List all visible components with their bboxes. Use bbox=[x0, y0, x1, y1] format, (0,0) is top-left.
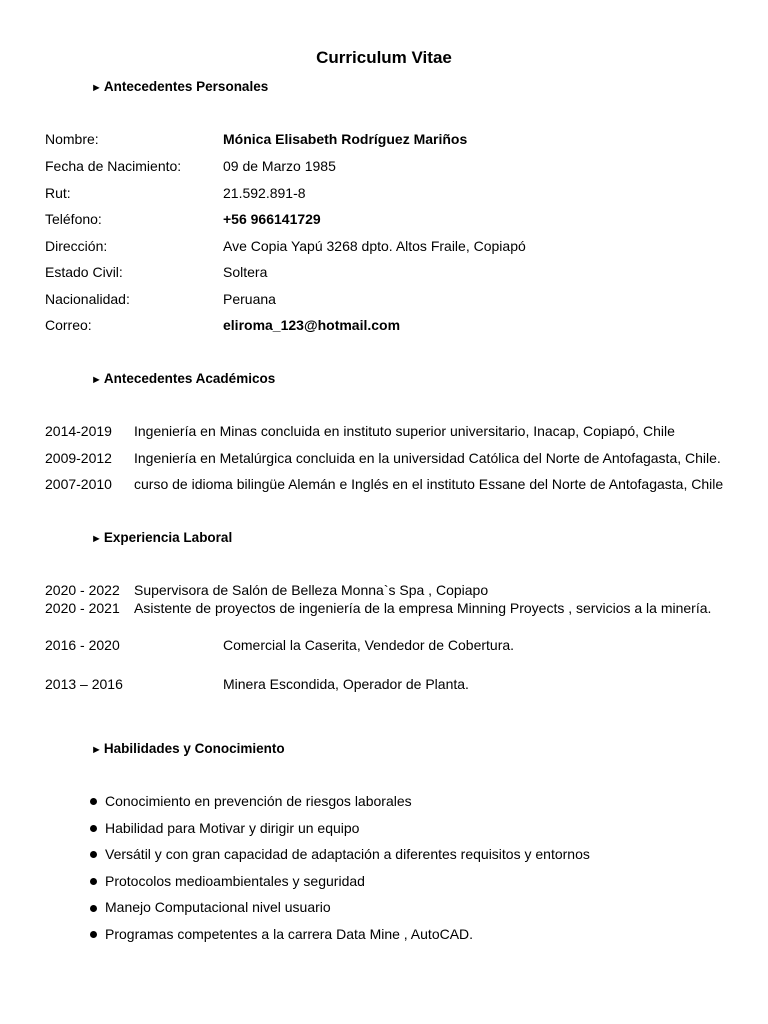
skills-list bbox=[90, 793, 590, 953]
personal-label-name: Nombre: bbox=[45, 131, 99, 147]
triangle-bullet-icon: ► bbox=[91, 82, 102, 94]
experience-years: 2020 - 2021 bbox=[45, 600, 120, 616]
bullet-dot-icon bbox=[90, 798, 97, 805]
skill-text: Conocimiento en prevención de riesgos laborales bbox=[105, 793, 412, 809]
list-item bbox=[90, 820, 590, 847]
personal-label-civil-status: Estado Civil: bbox=[45, 264, 123, 280]
personal-value-birthdate: 09 de Marzo 1985 bbox=[223, 158, 336, 174]
academic-years: 2009-2012 bbox=[45, 450, 112, 466]
section-heading-label: Antecedentes Académicos bbox=[103, 371, 276, 386]
personal-value-address: Ave Copia Yapú 3268 dpto. Altos Fraile, Copiapó bbox=[223, 238, 526, 254]
section-heading-label: Habilidades y Conocimiento bbox=[103, 741, 285, 756]
personal-value-civil-status: Soltera bbox=[223, 264, 268, 280]
personal-label-address: Dirección: bbox=[45, 238, 108, 254]
skill-text: Versátil y con gran capacidad de adaptación a diferentes requisitos y entornos bbox=[105, 846, 590, 863]
experience-description: Asistente de proyectos de ingeniería de la empresa Minning Proyects , servicios a la minería. bbox=[134, 600, 712, 616]
skill-text: Protocolos medioambientales y seguridad bbox=[105, 872, 365, 889]
personal-value-nationality: Peruana bbox=[223, 291, 276, 307]
experience-years: 2013 – 2016 bbox=[45, 676, 123, 692]
experience-years: 2020 - 2022 bbox=[45, 582, 120, 598]
personal-label-birthdate: Fecha de Nacimiento: bbox=[45, 158, 182, 174]
bullet-dot-icon bbox=[90, 851, 97, 858]
list-item bbox=[90, 873, 590, 900]
academic-description: Ingeniería en Minas concluida en instituto superior universitario, Inacap, Copiapó, Chile bbox=[134, 423, 675, 439]
section-heading-experience bbox=[91, 529, 232, 548]
triangle-bullet-icon: ► bbox=[91, 533, 102, 545]
list-item bbox=[90, 899, 590, 926]
academic-description: Ingeniería en Metalúrgica concluida en la universidad Católica del Norte de Antofagasta, Chile. bbox=[134, 450, 721, 466]
personal-value-name: Mónica Elisabeth Rodríguez Mariños bbox=[223, 131, 468, 147]
personal-label-email: Correo: bbox=[45, 317, 92, 333]
experience-description: Supervisora de Salón de Belleza Monna`s Spa , Copiapo bbox=[134, 582, 489, 598]
academic-years: 2014-2019 bbox=[45, 423, 112, 439]
academic-years: 2007-2010 bbox=[45, 476, 112, 492]
experience-description: Comercial la Caserita, Vendedor de Cobertura. bbox=[223, 637, 515, 653]
section-heading-label: Antecedentes Personales bbox=[103, 79, 269, 94]
skill-text: Programas competentes a la carrera Data Mine , AutoCAD. bbox=[105, 925, 474, 942]
personal-label-nationality: Nacionalidad: bbox=[45, 291, 130, 307]
bullet-dot-icon bbox=[90, 878, 97, 885]
list-item bbox=[90, 926, 590, 953]
personal-value-rut: 21.592.891-8 bbox=[223, 185, 306, 201]
triangle-bullet-icon: ► bbox=[91, 744, 102, 756]
section-heading-label: Experiencia Laboral bbox=[103, 530, 233, 545]
document-title: Curriculum Vitae bbox=[316, 48, 452, 67]
bullet-dot-icon bbox=[90, 905, 97, 912]
section-heading-personal bbox=[91, 78, 268, 97]
list-item bbox=[90, 793, 590, 820]
academic-description: curso de idioma bilingüe Alemán e Inglés en el instituto Essane del Norte de Antofagasta, Chile bbox=[134, 476, 724, 492]
triangle-bullet-icon: ► bbox=[91, 374, 102, 386]
experience-years: 2016 - 2020 bbox=[45, 637, 120, 653]
experience-description: Minera Escondida, Operador de Planta. bbox=[223, 676, 469, 692]
personal-value-email: eliroma_123@hotmail.com bbox=[223, 317, 401, 333]
skill-text: Habilidad para Motivar y dirigir un equipo bbox=[105, 819, 360, 836]
list-item bbox=[90, 846, 590, 873]
bullet-dot-icon bbox=[90, 825, 97, 832]
personal-label-phone: Teléfono: bbox=[45, 211, 102, 227]
personal-label-rut: Rut: bbox=[45, 185, 71, 201]
section-heading-academic bbox=[91, 370, 275, 389]
bullet-dot-icon bbox=[90, 931, 97, 938]
personal-value-phone: +56 966141729 bbox=[223, 211, 321, 227]
section-heading-skills bbox=[91, 740, 285, 759]
skill-text: Manejo Computacional nivel usuario bbox=[105, 899, 331, 916]
